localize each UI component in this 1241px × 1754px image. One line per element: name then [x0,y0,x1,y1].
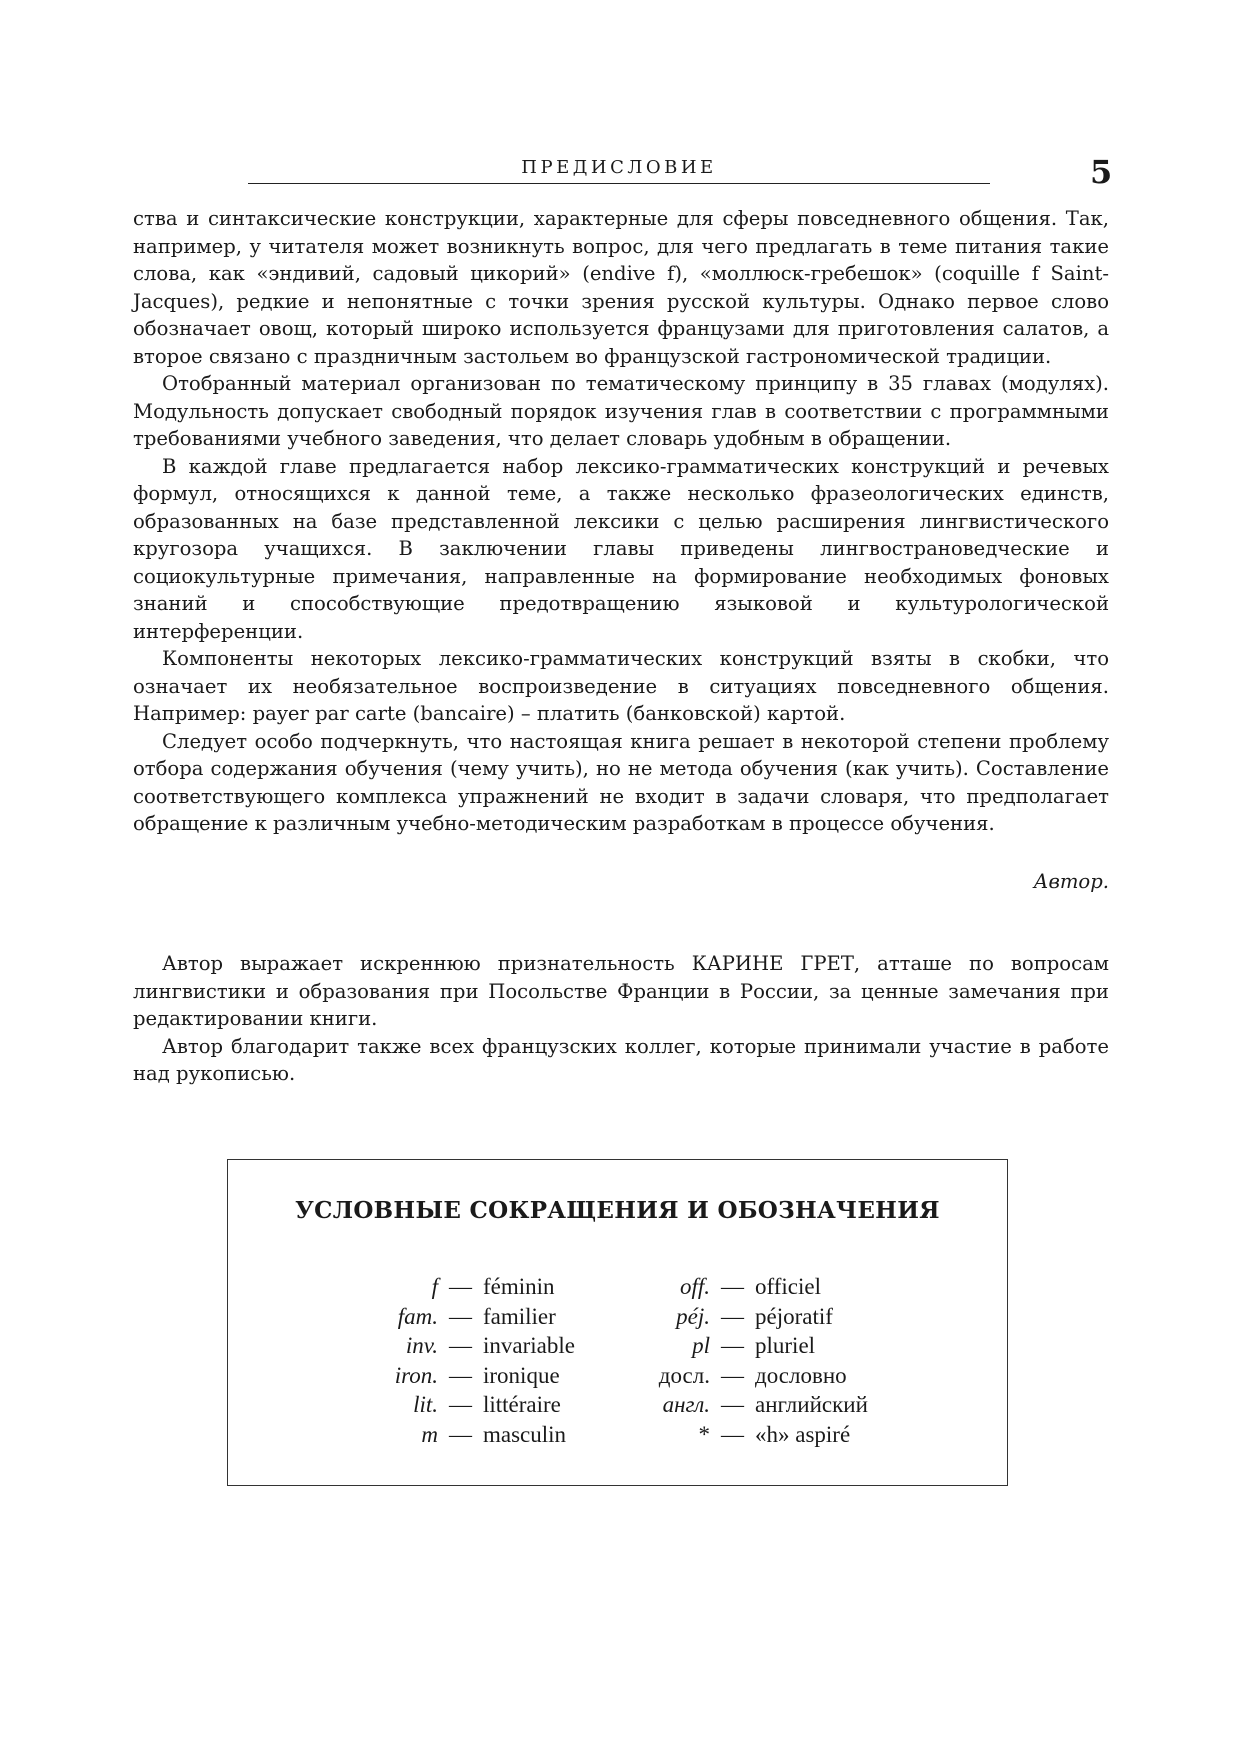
abbreviation-dash: — [721,1333,744,1359]
abbreviation-meaning: ironique [483,1362,560,1388]
abbreviation-meaning: английский [755,1392,868,1418]
abbreviation-meaning: invariable [483,1333,575,1359]
abbreviation-dash: — [449,1421,472,1447]
abbreviation-meaning: péjoratif [755,1303,833,1329]
abbreviation-key: досл. [658,1362,710,1388]
abbreviation-meaning: pluriel [755,1333,816,1359]
abbreviation-key: iron. [394,1362,438,1388]
running-title: ПРЕДИСЛОВИЕ [521,157,717,178]
abbreviation-meaning: masculin [483,1421,567,1447]
abbreviation-dash: — [449,1333,472,1359]
abbreviation-dash: — [721,1274,744,1299]
abbreviation-row [298,1302,575,1332]
abbreviation-key: péj. [676,1303,710,1329]
abbreviation-key: * [698,1421,710,1447]
abbreviation-dash: — [721,1362,744,1388]
abbreviation-dash: — [449,1274,472,1299]
preface-body [133,205,1109,838]
abbreviation-meaning: familier [483,1303,556,1329]
header-rule [248,183,990,184]
abbreviation-row [298,1272,575,1302]
page-number: 5 [1090,153,1113,191]
abbreviation-row [298,1390,575,1420]
paragraph: ства и синтаксические конструкции, характерные для сферы повседневного общения. Так, например, у читателя может возникнуть вопрос, для чего предлагать в теме питания такие слова, как «эндивий, садовый цикорий» (endive f), «моллюск-гребешок» (coquille f Saint-Jacques), редкие и непонятные с точки зрения русской культуры. Однако первое слово обозначает овощ, который широко используется французами для приготовления салатов, а второе связано с праздничным застольем во французской гастрономической традиции. [133,207,1109,368]
abbreviation-key: m [421,1421,438,1447]
abbreviations-title: УСЛОВНЫЕ СОКРАЩЕНИЯ И ОБОЗНАЧЕНИЯ [295,1197,940,1224]
acknowledgement-paragraph: Автор благодарит также всех французских коллег, которые принимали участие в работе над рукописью. [133,1034,1109,1085]
abbreviation-key: англ. [662,1392,710,1418]
paragraph: Отобранный материал организован по тематическому принципу в 35 главах (модулях). Модульность допускает свободный порядок изучения глав в соответствии с программными требованиями учебного заведения, что делает словарь удобным в обращении. [133,372,1109,450]
abbreviation-key: lit. [413,1392,438,1418]
abbreviation-key: pl [692,1333,710,1359]
abbreviation-row [623,1361,868,1391]
abbreviation-meaning: officiel [755,1274,821,1299]
abbreviation-dash: — [721,1392,744,1418]
acknowledgements [133,950,1109,1088]
abbreviation-meaning: «h» aspiré [755,1421,851,1447]
abbreviation-dash: — [449,1392,472,1418]
abbreviation-row [623,1272,868,1302]
abbreviation-row [298,1420,575,1450]
abbreviation-dash: — [721,1421,744,1447]
abbreviations-box [227,1159,1008,1486]
abbreviations-column-left [298,1272,575,1450]
abbreviation-row [298,1361,575,1391]
abbreviation-meaning: дословно [755,1362,847,1388]
abbreviation-row [623,1420,868,1450]
author-signature: Автор. [1033,870,1109,893]
abbreviation-row [623,1331,868,1361]
abbreviation-dash: — [721,1303,744,1329]
abbreviation-key: inv. [405,1333,438,1359]
abbreviation-meaning: littéraire [483,1392,561,1418]
abbreviations-column-right [623,1272,868,1450]
paragraph: Следует особо подчеркнуть, что настоящая книга решает в некоторой степени проблему отбора содержания обучения (чему учить), но не метода обучения (как учить). Составление соответствующего комплекса упражнений не входит в задачи словаря, что предполагает обращение к различным учебно-методическим разработкам в процессе обучения. [133,729,1109,835]
paragraph: В каждой главе предлагается набор лексико-грамматических конструкций и речевых формул, относящихся к данной теме, а также несколько фразеологических единств, образованных на базе представленной лексики с целью расширения лингвистического кругозора учащихся. В заключении главы приведены лингвострановедческие и социокультурные примечания, направленные на формирование необходимых фоновых знаний и способствующие предотвращению языковой и культурологической интерференции. [133,454,1109,643]
abbreviation-row [298,1331,575,1361]
abbreviation-key: off. [679,1274,710,1299]
acknowledgement-paragraph: Автор выражает искреннюю признательность КАРИНЕ ГРЕТ, атташе по вопросам лингвистики и образования при Посольстве Франции в России, за ценные замечания при редактировании книги. [133,952,1109,1030]
abbreviation-dash: — [449,1362,472,1388]
abbreviation-dash: — [449,1303,472,1329]
abbreviation-key: f [431,1274,438,1299]
abbreviation-row [623,1390,868,1420]
abbreviation-row [623,1302,868,1332]
paragraph: Компоненты некоторых лексико-грамматических конструкций взяты в скобки, что означает их необязательное воспроизведение в ситуациях повседневного общения. Например: payer par carte (bancaire) – платить (банковской) картой. [133,647,1109,725]
abbreviation-key: fam. [397,1303,438,1329]
abbreviation-meaning: féminin [483,1274,555,1299]
